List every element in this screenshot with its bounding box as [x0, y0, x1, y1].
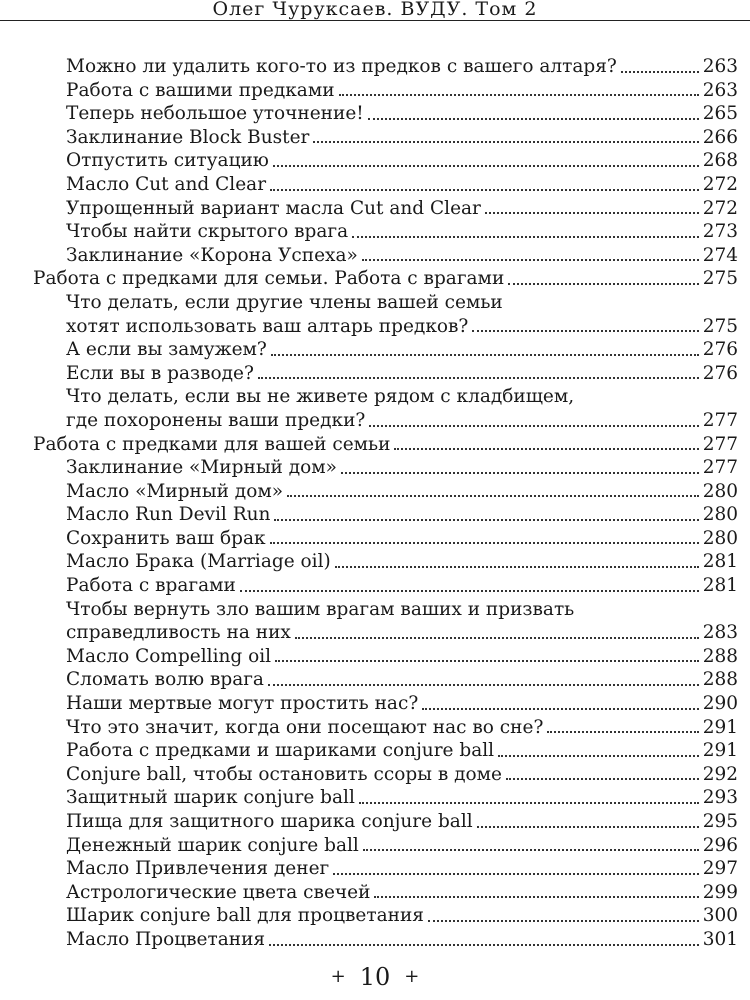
dot-leader [362, 259, 699, 261]
toc-entry-title: Заклинание «Мирный дом» [66, 457, 337, 479]
dot-leader [485, 212, 699, 214]
toc-entry-page: 281 [702, 551, 738, 573]
dot-leader [368, 118, 699, 120]
toc-entry [33, 739, 738, 763]
toc-entry-page: 297 [702, 858, 738, 880]
page-number: 10 [359, 963, 391, 991]
toc-entry [33, 692, 738, 716]
toc-entry-title: Что делать, если другие члены вашей семьи [66, 291, 503, 313]
toc-entry-title: Заклинание «Корона Успеха» [66, 244, 358, 266]
toc-entry [33, 598, 738, 622]
toc-section-entry [33, 267, 738, 291]
toc-entry-title: Пища для защитного шарика conjure ball [66, 811, 473, 832]
dot-leader [295, 637, 699, 639]
dot-leader [374, 896, 698, 898]
toc-entry-page: 283 [702, 622, 738, 644]
toc-entry-page: 280 [702, 480, 738, 502]
dot-leader [341, 472, 699, 474]
toc-entry [33, 786, 738, 810]
toc-entry-title: Астрологические цвета свечей [66, 881, 371, 903]
toc-entry-page: 274 [702, 244, 738, 266]
toc-entry [33, 928, 738, 952]
toc-entry-title: Можно ли удалить кого-то из предков с вашего алтаря? [66, 56, 617, 77]
toc-entry-page: 276 [702, 339, 738, 361]
toc-entry-page: 265 [702, 103, 738, 125]
toc-section-entry [33, 433, 738, 457]
toc-entry-page: 277 [702, 409, 738, 431]
toc-entry [33, 173, 738, 197]
toc-entry-title: где похоронены ваши предки? [66, 409, 366, 431]
toc-entry-page: 296 [702, 834, 738, 856]
toc-entry [33, 834, 738, 858]
dot-leader [508, 283, 698, 285]
toc-entry-title: Масло Брака (Marriage oil) [66, 551, 331, 573]
toc-entry-title: Упрощенный вариант масла Cut and Clear [66, 197, 481, 219]
dot-leader [270, 542, 699, 544]
toc-entry [33, 149, 738, 173]
dot-leader [275, 660, 699, 662]
toc-entry-page: 292 [702, 763, 738, 785]
toc-entry-title: Работа с предками для семьи. Работа с врагами [33, 268, 505, 290]
toc-entry-title: Что это значит, когда они посещают нас во сне? [66, 716, 544, 738]
toc-entry [33, 480, 738, 504]
toc-entry-title: Масло Cut and Clear [66, 173, 267, 195]
toc-entry-title: Масло Run Devil Run [66, 504, 271, 526]
toc-entry-page: 280 [702, 527, 738, 549]
toc-entry-page: 266 [702, 126, 738, 148]
toc-entry-page: 272 [702, 173, 738, 195]
toc-entry [33, 763, 738, 787]
toc-entry-title: справедливость на них [66, 622, 291, 644]
dot-leader [363, 849, 699, 851]
toc-entry-page: 272 [702, 197, 738, 219]
dot-leader [428, 920, 699, 922]
toc-entry [33, 315, 738, 339]
toc-entry [33, 881, 738, 905]
toc-entry-page: 291 [702, 716, 738, 738]
toc-entry [33, 385, 738, 409]
toc-entry [33, 456, 738, 480]
dot-leader [359, 802, 699, 804]
toc-entry [33, 904, 738, 928]
toc-entry-page: 299 [702, 881, 738, 903]
toc-entry [33, 244, 738, 268]
toc-entry-page: 281 [702, 575, 738, 597]
toc-entry-title: хотят использовать ваш алтарь предков? [66, 315, 469, 337]
toc-entry-title: Сохранить ваш брак [66, 527, 266, 549]
dot-leader [422, 708, 698, 710]
toc-entry [33, 716, 738, 740]
dot-leader [547, 731, 698, 733]
toc-entry-title: Работа с вашими предками [66, 79, 335, 101]
dot-leader [287, 495, 699, 497]
toc-entry [33, 126, 738, 150]
toc-entry-title: Заклинание Block Buster [66, 126, 310, 148]
toc-entry-page: 276 [702, 362, 738, 384]
toc-entry-page: 280 [702, 504, 738, 526]
toc-entry-title: Чтобы вернуть зло вашим врагам ваших и призвать [66, 598, 575, 620]
toc-entry-title: Работа с предками для вашей семьи [33, 433, 391, 455]
toc-entry-page: 293 [702, 787, 738, 809]
folio-ornament-right: + [404, 966, 420, 987]
dot-leader [273, 165, 699, 167]
toc-entry [33, 668, 738, 692]
dot-leader [333, 873, 698, 875]
toc-entry-title: Теперь небольшое уточнение! [66, 103, 364, 125]
toc-entry-page: 290 [702, 693, 738, 715]
toc-entry [33, 409, 738, 433]
toc-entry-page: 275 [702, 315, 738, 337]
toc-entry-title: Сломать волю врага [66, 669, 264, 691]
dot-leader [369, 425, 698, 427]
toc-entry-page: 301 [702, 928, 738, 950]
dot-leader [269, 944, 699, 946]
dot-leader [270, 189, 699, 191]
dot-leader [394, 448, 698, 450]
dot-leader [268, 684, 699, 686]
toc-entry-page: 277 [702, 433, 738, 455]
toc-entry-title: Отпустить ситуацию [66, 150, 269, 172]
running-title: Олег Чуруксаев. ВУДУ. Том 2 [212, 0, 538, 20]
toc-entry-title: Масло «Мирный дом» [66, 480, 284, 502]
dot-leader [621, 71, 699, 73]
toc-entry-title: Масло Привлечения денег [66, 858, 330, 880]
toc-entry-title: Защитный шарик conjure ball [66, 787, 355, 809]
toc-entry [33, 55, 738, 79]
toc-entry-title: Чтобы найти скрытого врага [66, 221, 349, 243]
table-of-contents [33, 55, 738, 952]
toc-entry [33, 621, 738, 645]
toc-entry-page: 273 [702, 221, 738, 243]
dot-leader [506, 778, 699, 780]
toc-entry [33, 291, 738, 315]
dot-leader [274, 519, 698, 521]
toc-entry-page: 268 [702, 150, 738, 172]
toc-entry-page: 277 [702, 457, 738, 479]
toc-entry-page: 288 [702, 645, 738, 667]
toc-entry [33, 645, 738, 669]
dot-leader [477, 826, 699, 828]
toc-entry [33, 79, 738, 103]
toc-entry [33, 857, 738, 881]
toc-entry-page: 275 [702, 268, 738, 290]
toc-entry [33, 338, 738, 362]
toc-entry-title: Conjure ball, чтобы остановить ссоры в доме [66, 763, 502, 785]
toc-entry [33, 220, 738, 244]
dot-leader [352, 236, 699, 238]
toc-entry [33, 197, 738, 221]
page-footer [0, 962, 750, 992]
toc-entry [33, 102, 738, 126]
toc-entry-page: 295 [702, 811, 738, 832]
toc-entry [33, 527, 738, 551]
toc-entry-title: Что делать, если вы не живете рядом с кладбищем, [66, 386, 575, 408]
toc-entry-title: Работа с врагами [66, 575, 236, 597]
dot-leader [498, 755, 699, 757]
folio-ornament-left: + [330, 966, 346, 987]
toc-entry [33, 362, 738, 386]
toc-entry-page: 288 [702, 669, 738, 691]
toc-entry-title: Работа с предками и шариками conjure ball [66, 740, 495, 762]
dot-leader [472, 330, 698, 332]
toc-entry-title: Наши мертвые могут простить нас? [66, 693, 419, 715]
toc-entry-page: 263 [702, 79, 738, 101]
toc-entry [33, 574, 738, 598]
running-header [0, 0, 750, 21]
dot-leader [339, 94, 699, 96]
dot-leader [313, 141, 698, 143]
dot-leader [240, 590, 699, 592]
toc-entry-title: А если вы замужем? [66, 339, 267, 361]
dot-leader [258, 377, 699, 379]
toc-entry [33, 503, 738, 527]
toc-entry [33, 550, 738, 574]
toc-entry-title: Шарик conjure ball для процветания [66, 905, 424, 927]
toc-entry [33, 810, 738, 834]
toc-entry-title: Денежный шарик conjure ball [66, 834, 359, 856]
toc-entry-title: Если вы в разводе? [66, 362, 254, 384]
toc-entry-page: 263 [702, 56, 738, 77]
toc-entry-page: 291 [702, 740, 738, 762]
dot-leader [271, 354, 699, 356]
toc-entry-title: Масло Compelling oil [66, 645, 272, 667]
toc-entry-page: 300 [702, 905, 738, 927]
toc-entry-title: Масло Процветания [66, 928, 266, 950]
dot-leader [335, 566, 699, 568]
